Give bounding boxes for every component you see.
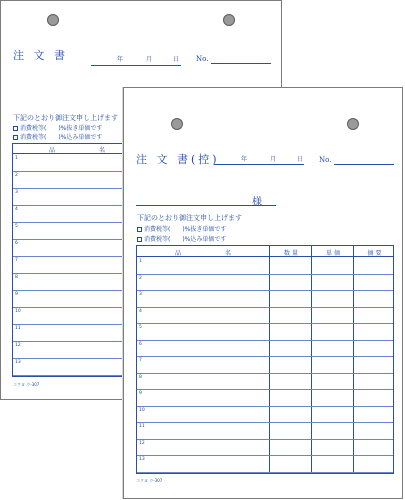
row-number: 8: [15, 275, 18, 280]
header-item-2: 名: [99, 147, 106, 154]
row-number: 6: [15, 241, 18, 246]
table-row[interactable]: [137, 257, 393, 275]
table-row[interactable]: [137, 323, 393, 341]
row-number: 2: [139, 275, 142, 281]
year-label: 年: [117, 56, 124, 63]
date-field[interactable]: [214, 152, 304, 165]
number-field[interactable]: [211, 53, 271, 64]
table-header: [13, 144, 141, 154]
table-row[interactable]: [137, 373, 393, 391]
checkbox[interactable]: [13, 135, 18, 140]
table-row[interactable]: [13, 273, 141, 291]
table-row[interactable]: [13, 188, 141, 206]
table-row[interactable]: [137, 307, 393, 325]
row-number: 13: [15, 360, 21, 365]
tax-included-option[interactable]: [137, 234, 226, 243]
row-number: 11: [15, 326, 21, 331]
table-row[interactable]: [137, 406, 393, 424]
tax-excluded-label: 消費税等( )%抜き単価です: [144, 226, 227, 233]
table-row[interactable]: [137, 340, 393, 358]
table-row[interactable]: [13, 324, 141, 342]
row-number: 9: [15, 292, 18, 297]
header-item: 品: [49, 147, 56, 154]
table-row[interactable]: [137, 290, 393, 308]
intro-text: 下記のとおり御注文申し上げます: [13, 114, 118, 122]
row-number: 1: [139, 259, 142, 264]
table-row[interactable]: [137, 389, 393, 407]
row-number: 10: [15, 309, 21, 314]
row-number: 9: [139, 391, 142, 396]
number-label: No.: [196, 55, 209, 63]
checkbox[interactable]: [13, 126, 18, 131]
row-number: 7: [139, 358, 142, 363]
tax-included-option[interactable]: [13, 132, 102, 141]
table-row[interactable]: [13, 307, 141, 325]
table-row[interactable]: [13, 341, 141, 359]
tax-included-label: 消費税等( )%込み単価です: [144, 236, 227, 243]
table-header: [137, 246, 393, 257]
table-row[interactable]: [13, 154, 141, 172]
footer-code: コクヨ ウ-307: [136, 478, 163, 483]
tax-excluded-label: 消費税等( )%抜き単価です: [20, 125, 103, 132]
binding-hole: [171, 118, 183, 130]
row-number: 1: [15, 156, 18, 161]
tax-included-label: 消費税等( )%込み単価です: [20, 134, 103, 141]
row-number: 4: [15, 207, 18, 212]
table-row[interactable]: [13, 290, 141, 308]
table-row[interactable]: [13, 222, 141, 240]
day-label: 日: [297, 156, 304, 163]
table-row[interactable]: [137, 274, 393, 292]
order-form-copy: [123, 87, 403, 499]
month-label: 月: [146, 56, 153, 63]
header-item: 品: [175, 250, 182, 257]
day-label: 日: [173, 56, 180, 63]
honorific-label: 様: [252, 197, 262, 208]
table-row[interactable]: [137, 439, 393, 457]
row-number: 7: [15, 258, 18, 263]
table-row[interactable]: [13, 171, 141, 189]
table-row[interactable]: [13, 256, 141, 274]
row-number: 3: [139, 292, 142, 297]
number-label: No.: [319, 156, 332, 164]
tax-excluded-option[interactable]: [13, 123, 102, 132]
year-label: 年: [241, 156, 248, 163]
row-number: 8: [139, 374, 142, 380]
intro-text: 下記のとおり御注文申し上げます: [137, 214, 242, 222]
header-unit-price: 単 価: [326, 250, 340, 257]
binding-hole: [47, 14, 59, 26]
table-row[interactable]: [13, 239, 141, 257]
row-number: 13: [139, 457, 145, 462]
checkbox[interactable]: [137, 237, 142, 242]
form-title: 注 文 書(控): [136, 153, 220, 166]
row-number: 12: [15, 343, 21, 348]
header-quantity: 数 量: [284, 250, 298, 257]
row-number: 5: [15, 224, 18, 229]
row-number: 4: [139, 308, 142, 314]
row-number: 3: [15, 190, 18, 195]
header-remarks: 摘 要: [367, 250, 382, 257]
tax-excluded-option[interactable]: [137, 224, 226, 233]
table-row[interactable]: [13, 358, 141, 376]
form-title: 注 文 書: [13, 49, 68, 62]
date-field[interactable]: [91, 53, 181, 66]
table-row[interactable]: [13, 205, 141, 223]
table-row[interactable]: [137, 455, 393, 473]
header-item-2: 名: [225, 250, 232, 257]
row-number: 12: [139, 440, 145, 446]
binding-hole: [223, 14, 235, 26]
table-row[interactable]: [137, 356, 393, 374]
row-number: 10: [139, 407, 145, 413]
table-row[interactable]: [137, 422, 393, 440]
checkbox[interactable]: [137, 227, 142, 232]
items-table: [136, 245, 394, 474]
footer-code: コクヨ ウ-307: [13, 382, 40, 387]
month-label: 月: [270, 156, 277, 163]
row-number: 11: [139, 424, 145, 429]
binding-hole: [347, 118, 359, 130]
number-field[interactable]: [334, 154, 394, 165]
row-number: 2: [15, 173, 18, 178]
row-number: 6: [139, 341, 142, 347]
row-number: 5: [139, 325, 142, 330]
